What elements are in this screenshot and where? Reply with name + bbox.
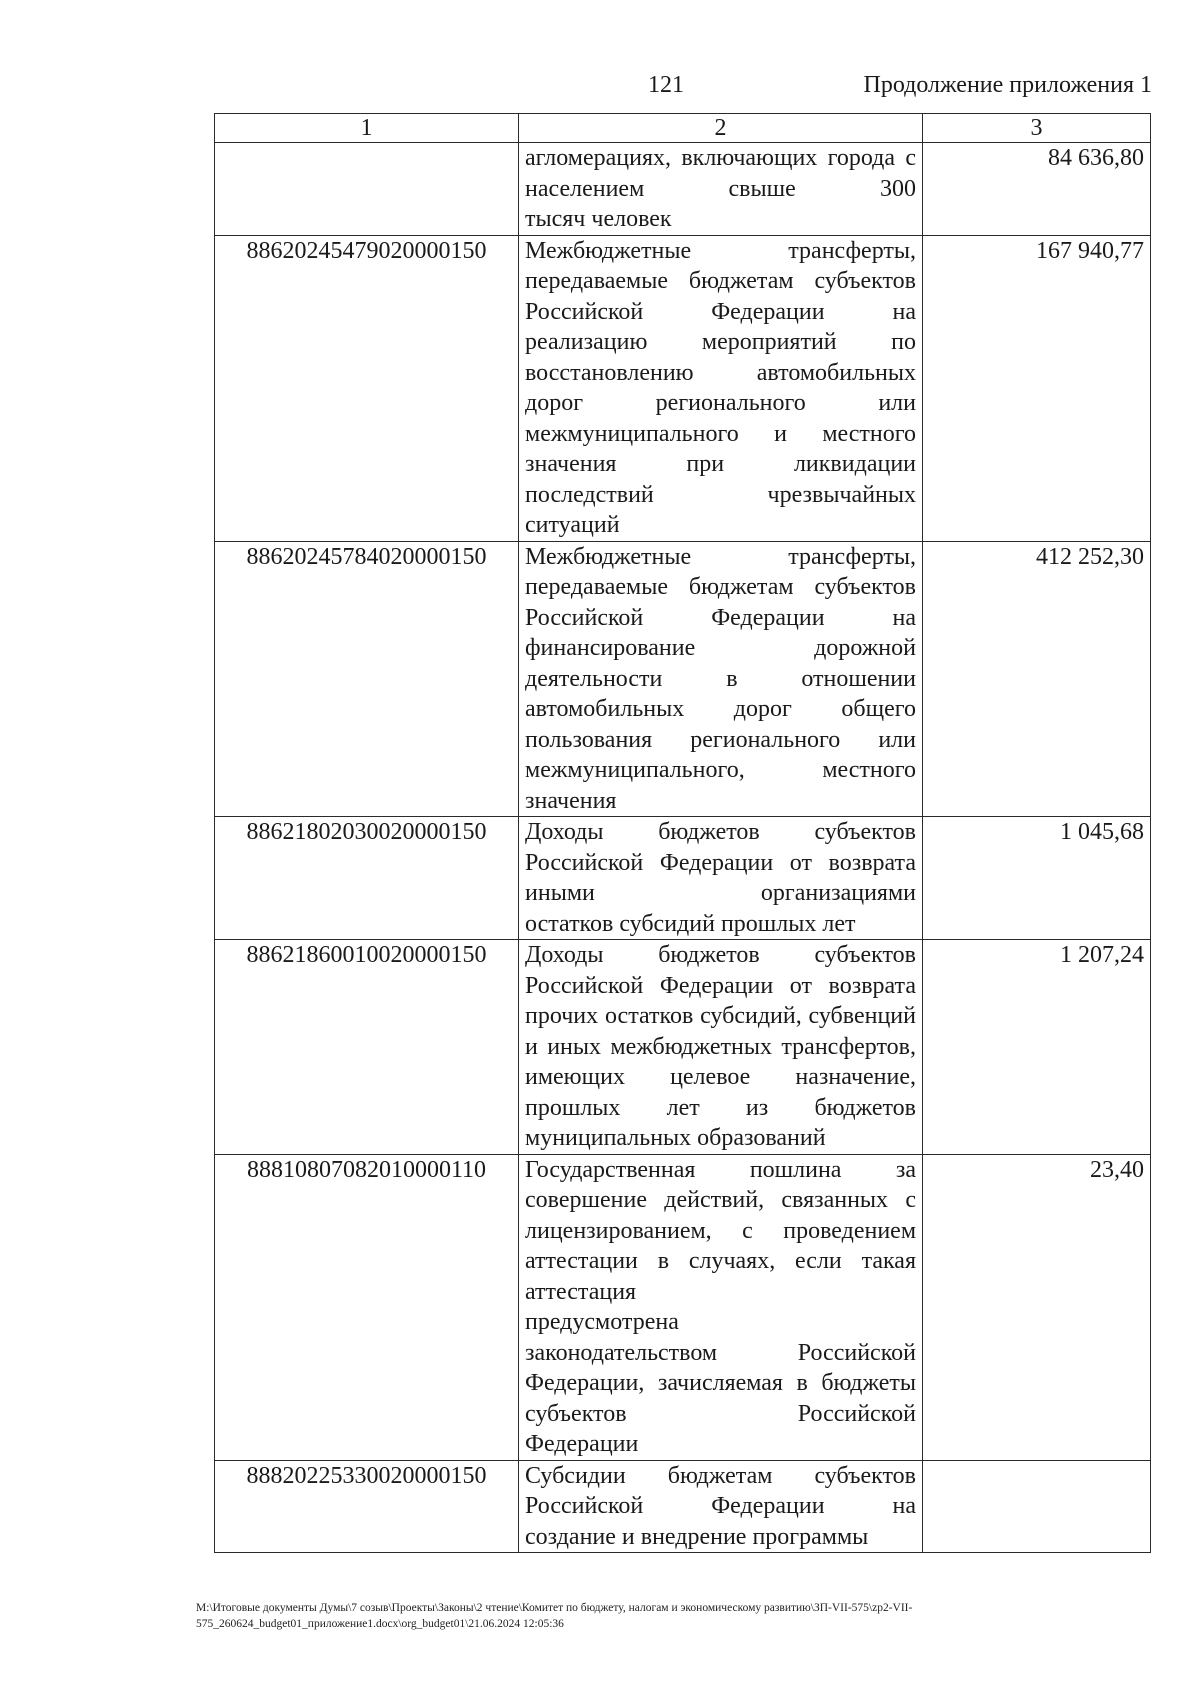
budget-code: 88621802030020000150 bbox=[215, 817, 519, 940]
row-description bbox=[519, 235, 923, 541]
budget-code: 88810807082010000110 bbox=[215, 1154, 519, 1460]
description-text: Субсидии бюджетам субъектов Российской Федерации на bbox=[525, 1462, 916, 1519]
column-header-3: 3 bbox=[923, 114, 1151, 143]
row-description bbox=[519, 817, 923, 940]
budget-code: 88820225330020000150 bbox=[215, 1460, 519, 1553]
budget-code: 88620245784020000150 bbox=[215, 541, 519, 817]
table-row bbox=[215, 1460, 1151, 1553]
amount: 84 636,80 bbox=[923, 143, 1151, 236]
row-description bbox=[519, 1460, 923, 1553]
document-path-footer: M:\Итоговые документы Думы\7 созыв\Проекты\Законы\2 чтение\Комитет по бюджету, налогам и экономическому развитию\ЗП-VII-575\zp2-VII-575_260624_budget01_приложение1.docx\org_budget01\21.06.2024 12:05:36 bbox=[196, 1602, 913, 1630]
budget-table bbox=[214, 113, 1151, 1553]
continuation-title: Продолжение приложения 1 bbox=[863, 72, 1152, 98]
budget-code: 88620245479020000150 bbox=[215, 235, 519, 541]
description-text-tail: законодательством Российской Федерации, зачисляемая в бюджеты субъектов Российской bbox=[525, 1339, 916, 1427]
table-row bbox=[215, 817, 1151, 940]
row-description bbox=[519, 143, 923, 236]
table-row bbox=[215, 235, 1151, 541]
table-row bbox=[215, 1154, 1151, 1460]
description-text-last: остатков субсидий прошлых лет bbox=[525, 910, 856, 937]
amount: 1 207,24 bbox=[923, 940, 1151, 1155]
description-text-mid: предусмотрена bbox=[525, 1309, 679, 1335]
budget-code: 88621860010020000150 bbox=[215, 940, 519, 1155]
column-header-row bbox=[215, 114, 1151, 143]
description-text-last: Федерации bbox=[525, 1431, 639, 1457]
description-text: Государственная пошлина за совершение действий, связанных с лицензированием, с проведением аттестации в случаях, если такая аттестация bbox=[525, 1156, 916, 1305]
column-header-1: 1 bbox=[215, 114, 519, 143]
description-text-last: муниципальных образований bbox=[525, 1125, 826, 1151]
budget-code bbox=[215, 143, 519, 236]
row-description bbox=[519, 541, 923, 817]
description-text: Межбюджетные трансферты, передаваемые бюджетам субъектов Российской Федерации на реализацию мероприятий по восстановлению автомобильных дорог регионального или межмуниципального и местного значения при ликвидации последствий чрезвычайных bbox=[525, 237, 916, 508]
amount: 1 045,68 bbox=[923, 817, 1151, 940]
table-row bbox=[215, 940, 1151, 1155]
description-text-last: ситуаций bbox=[525, 512, 620, 538]
amount bbox=[923, 1460, 1151, 1553]
row-description bbox=[519, 940, 923, 1155]
column-header-2: 2 bbox=[519, 114, 923, 143]
table-row bbox=[215, 143, 1151, 236]
description-text: Межбюджетные трансферты, передаваемые бюджетам субъектов Российской Федерации на финансирование дорожной деятельности в отношении автомобильных дорог общего пользования регионального или межмуниципального, местного bbox=[525, 543, 916, 783]
description-text-last: тысяч человек bbox=[525, 206, 672, 232]
table-row bbox=[215, 541, 1151, 817]
amount: 23,40 bbox=[923, 1154, 1151, 1460]
description-text-last: создание и внедрение программы bbox=[525, 1523, 869, 1550]
description-text: Доходы бюджетов субъектов Российской Федерации от возврата прочих остатков субсидий, субвенций и иных межбюджетных трансфертов, имеющих целевое назначение, прошлых лет из бюджетов bbox=[525, 942, 916, 1121]
amount: 167 940,77 bbox=[923, 235, 1151, 541]
amount: 412 252,30 bbox=[923, 541, 1151, 817]
description-text-last: значения bbox=[525, 787, 617, 814]
page-number: 121 bbox=[648, 72, 684, 98]
description-text: агломерациях, включающих города с населением свыше 300 bbox=[525, 145, 916, 202]
description-text: Доходы бюджетов субъектов Российской Федерации от возврата иными организациями bbox=[525, 819, 916, 906]
row-description bbox=[519, 1154, 923, 1460]
